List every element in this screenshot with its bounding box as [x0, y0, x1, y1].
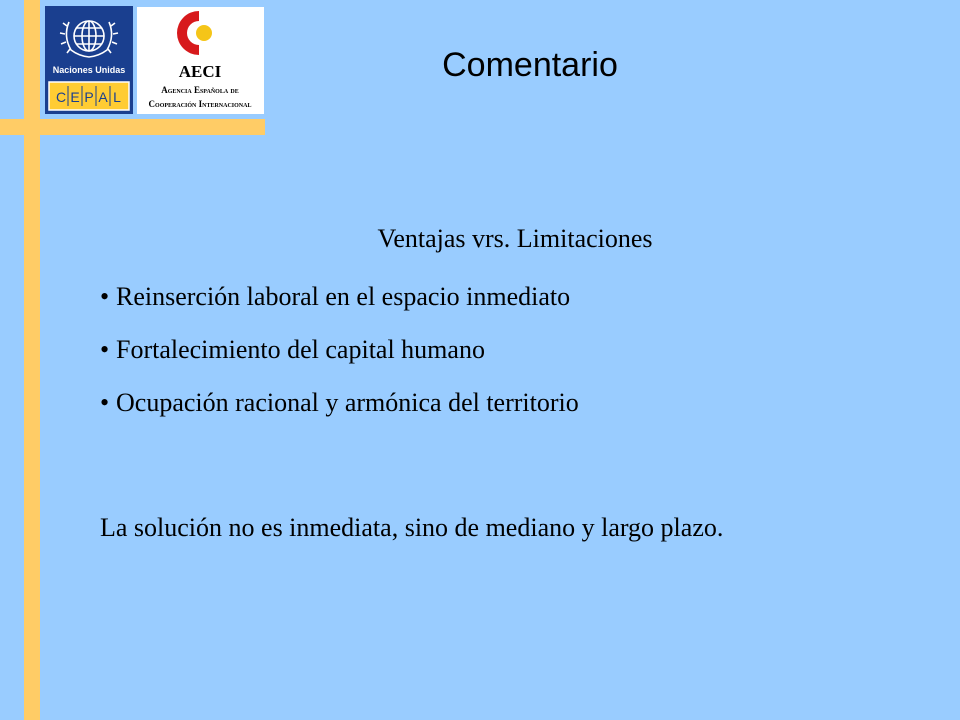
- un-emblem-icon: [45, 6, 133, 114]
- horizontal-accent-bar: [0, 119, 265, 135]
- vertical-accent-bar: [24, 0, 40, 720]
- bullet-text: Reinserción laboral en el espacio inmediato: [116, 282, 571, 311]
- cepal-letter: E: [70, 89, 80, 105]
- bullet-icon: •: [100, 282, 110, 311]
- aeci-c-icon: [137, 7, 264, 114]
- bullet-text: Ocupación racional y armónica del territorio: [116, 388, 579, 417]
- un-org-name: Naciones Unidas: [52, 65, 126, 75]
- aeci-line2: Cooperación Internacional: [148, 99, 252, 109]
- bullet-text: Fortalecimiento del capital humano: [116, 335, 485, 364]
- cepal-letter: L: [113, 89, 121, 105]
- cepal-letter: A: [98, 89, 108, 105]
- conclusion-text: La solución no es inmediata, sino de mediano y largo plazo.: [100, 513, 724, 542]
- aeci-acronym: AECI: [178, 62, 222, 81]
- bullet-list: [100, 282, 900, 441]
- aeci-logo: [137, 7, 264, 114]
- list-item: [100, 388, 900, 418]
- list-item: [100, 282, 900, 312]
- bullet-icon: •: [100, 335, 110, 364]
- slide-subtitle: Ventajas vrs. Limitaciones: [377, 224, 653, 253]
- un-cepal-logo: [45, 6, 133, 114]
- list-item: [100, 335, 900, 365]
- cepal-letter: P: [84, 89, 94, 105]
- bullet-icon: •: [100, 388, 110, 417]
- cepal-letter: C: [55, 89, 67, 105]
- aeci-line1: Agencia Española de: [161, 85, 239, 95]
- slide-title: Comentario: [442, 46, 618, 84]
